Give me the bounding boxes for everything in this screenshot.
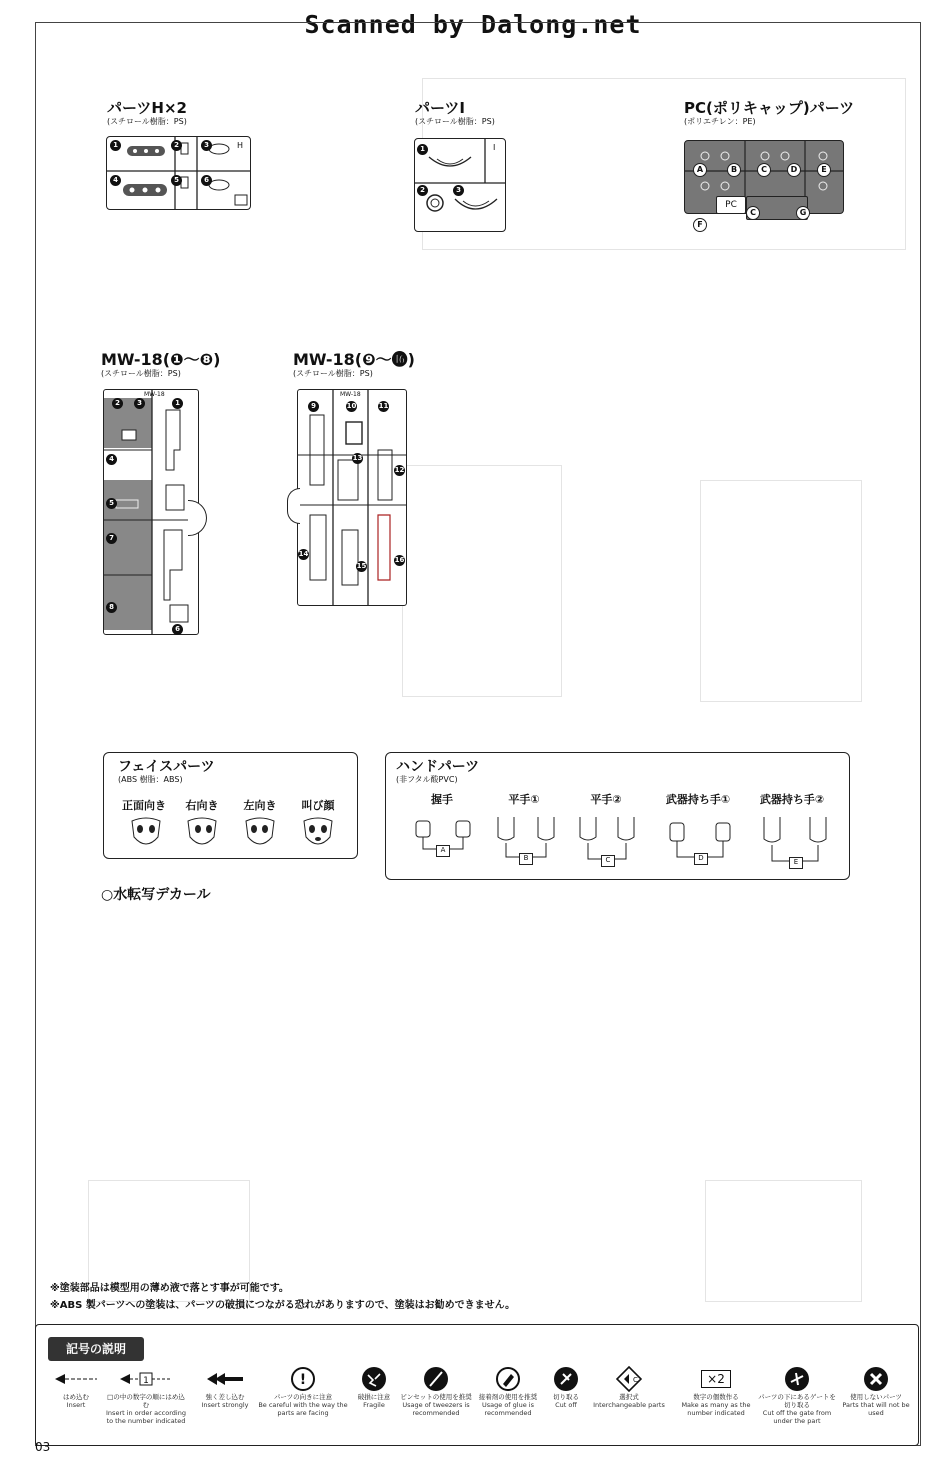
show-through-box [700, 480, 862, 702]
gate-cut-icon [756, 1365, 838, 1393]
sprue-mw-b-drawing [298, 390, 406, 605]
sprue-pc-tag: PC [716, 196, 746, 214]
pc-part-label: B [727, 163, 741, 177]
hand-parts-title: ハンドパーツ [396, 759, 480, 775]
part-number: 1 [172, 398, 183, 409]
sprue-i-material: (スチロール樹脂：PS) [415, 117, 495, 126]
sprue-pc-material: (ポリエチレン：PE) [684, 117, 756, 126]
multiply-icon: ×2 [670, 1365, 762, 1393]
part-number: 5 [171, 175, 182, 186]
part-number: 1 [110, 140, 121, 151]
part-number: 6 [201, 175, 212, 186]
legend-item-gate-cut: パーツの下にあるゲートを切り取る Cut off the gate from under the part [756, 1365, 838, 1425]
part-number: 16 [394, 556, 405, 564]
face-label: 正面向き [122, 799, 166, 812]
watermark: Scanned by Dalong.net [304, 10, 642, 39]
face-label: 左向き [243, 799, 277, 812]
legend-item-make-many: ×2 数字の個数作る Make as many as the number indicated [670, 1365, 762, 1417]
legend-item-caution: ! パーツの向きに注意 Be careful with the way the parts are facing [256, 1365, 350, 1417]
show-through-box [705, 1180, 862, 1302]
hand-tag: E [789, 857, 803, 869]
part-number: 6 [172, 624, 183, 635]
interchange-icon [584, 1365, 674, 1393]
face-icon [246, 818, 274, 844]
part-number: 12 [394, 466, 405, 474]
sprue-mw-b-title: MW-18(❾～⓰) [293, 350, 415, 369]
legend-item-cut-off: 切り取る Cut off [540, 1365, 592, 1409]
legend-item-interchangeable: C 選択式 Interchangeable parts [584, 1365, 674, 1409]
legend-item-glue: 接着剤の使用を推奨 Usage of glue is recommended [468, 1365, 548, 1417]
legend-item-insert: はめ込む Insert [36, 1365, 116, 1409]
hand-tag: B [519, 853, 533, 865]
part-number: 8 [106, 602, 117, 613]
face-parts-box [103, 752, 358, 859]
legend-item-fragile: 破損に注意 Fragile [342, 1365, 406, 1409]
sprue-mw-b-tag: MW-18 [340, 391, 361, 398]
part-number: 2 [112, 398, 123, 409]
double-arrow-icon [186, 1365, 264, 1393]
sprue-runner-tab [287, 488, 300, 524]
numbered-arrow-icon [104, 1365, 188, 1393]
hand-tag: D [694, 853, 708, 865]
pc-part-label: D [787, 163, 801, 177]
part-number: 1 [417, 144, 428, 155]
part-number: 3 [134, 398, 145, 409]
hand-label: 武器持ち手② [759, 793, 825, 806]
face-icon [188, 818, 216, 844]
sprue-h-tag: H [237, 141, 244, 150]
part-number: 7 [106, 533, 117, 544]
sprue-h [106, 136, 251, 210]
pc-part-label: A [693, 163, 707, 177]
svg-text:1: 1 [143, 1376, 149, 1386]
part-number: 13 [352, 454, 363, 462]
sprue-mw-a-tag: MW-18 [144, 391, 165, 398]
unused-icon [836, 1365, 916, 1393]
legend-title: 記号の説明 [48, 1337, 144, 1361]
paint-note: ※塗装部品は模型用の薄め液で落とす事が可能です。 [50, 1283, 289, 1294]
face-icon [304, 818, 332, 844]
sprue-pc-title: PC(ポリキャップ)パーツ [684, 99, 855, 117]
sprue-h-material: (スチロール樹脂：PS) [107, 117, 187, 126]
glue-icon [468, 1365, 548, 1393]
sprue-mw-a-title: MW-18(❶～❽) [101, 350, 221, 369]
hand-tag: C [601, 855, 615, 867]
pc-part-label: C [746, 206, 760, 220]
sprue-mw-b [297, 389, 407, 606]
sprue-i-title: パーツI [415, 99, 465, 117]
face-label: 右向き [185, 799, 219, 812]
face-icon [132, 818, 160, 844]
face-parts-material: (ABS 樹脂：ABS) [118, 775, 183, 784]
pc-part-label: C [757, 163, 771, 177]
legend-item-insert-strongly: 強く差し込む Insert strongly [186, 1365, 264, 1409]
part-number: 4 [106, 454, 117, 465]
part-number: 15 [356, 562, 367, 570]
pc-part-label: G [796, 206, 810, 220]
face-label: 叫び顔 [301, 799, 335, 812]
abs-paint-note: ※ABS 製パーツへの塗装は、パーツの破損につながる恐れがありますので、塗装はお勧めできません。 [50, 1300, 516, 1311]
tweezers-icon [394, 1365, 478, 1393]
sprue-mw-b-material: (スチロール樹脂：PS) [293, 369, 373, 378]
sprue-mw-a-drawing [104, 390, 198, 634]
legend-item-insert-order: 1 □の中の数字の順にはめ込む Insert in order according to the number indicated [104, 1365, 188, 1425]
hand-label: 握手 [431, 793, 453, 806]
face-drawings [104, 815, 357, 855]
sprue-i-tag: I [493, 143, 496, 152]
symbol-legend [35, 1324, 919, 1446]
hand-drawings [386, 809, 849, 879]
hand-label: 平手① [508, 793, 540, 806]
hand-label: 平手② [590, 793, 622, 806]
pc-part-label: F [693, 218, 707, 232]
part-number: 2 [417, 185, 428, 196]
page-number: 03 [35, 1440, 51, 1454]
sprue-mw-a [103, 389, 199, 635]
part-number: 4 [110, 175, 121, 186]
face-parts-title: フェイスパーツ [118, 759, 215, 775]
part-number: 9 [308, 401, 319, 412]
sprue-h-title: パーツH×2 [107, 99, 187, 117]
hand-tag: A [436, 845, 450, 857]
hand-parts-box [385, 752, 850, 880]
part-number: 10 [346, 402, 357, 410]
legend-item-tweezers: ピンセットの使用を推奨 Usage of tweezers is recommended [394, 1365, 478, 1417]
caution-icon [256, 1365, 350, 1393]
svg-text:C: C [633, 1376, 638, 1384]
part-number: 11 [378, 402, 389, 410]
part-number: 14 [298, 550, 309, 558]
sprue-mw-a-material: (スチロール樹脂：PS) [101, 369, 181, 378]
legend-item-unused: 使用しないパーツ Parts that will not be used [836, 1365, 916, 1417]
part-number: 3 [201, 140, 212, 151]
part-number: 5 [106, 498, 117, 509]
sprue-i [414, 138, 506, 232]
hand-label: 武器持ち手① [665, 793, 731, 806]
decal-title: ○水転写デカール [101, 887, 211, 903]
part-number: 3 [453, 185, 464, 196]
hand-parts-material: (非フタル酸PVC) [396, 775, 458, 784]
svg-text:!: ! [299, 1372, 307, 1388]
part-number: 2 [171, 140, 182, 151]
pc-part-label: E [817, 163, 831, 177]
show-through-box [402, 465, 562, 697]
